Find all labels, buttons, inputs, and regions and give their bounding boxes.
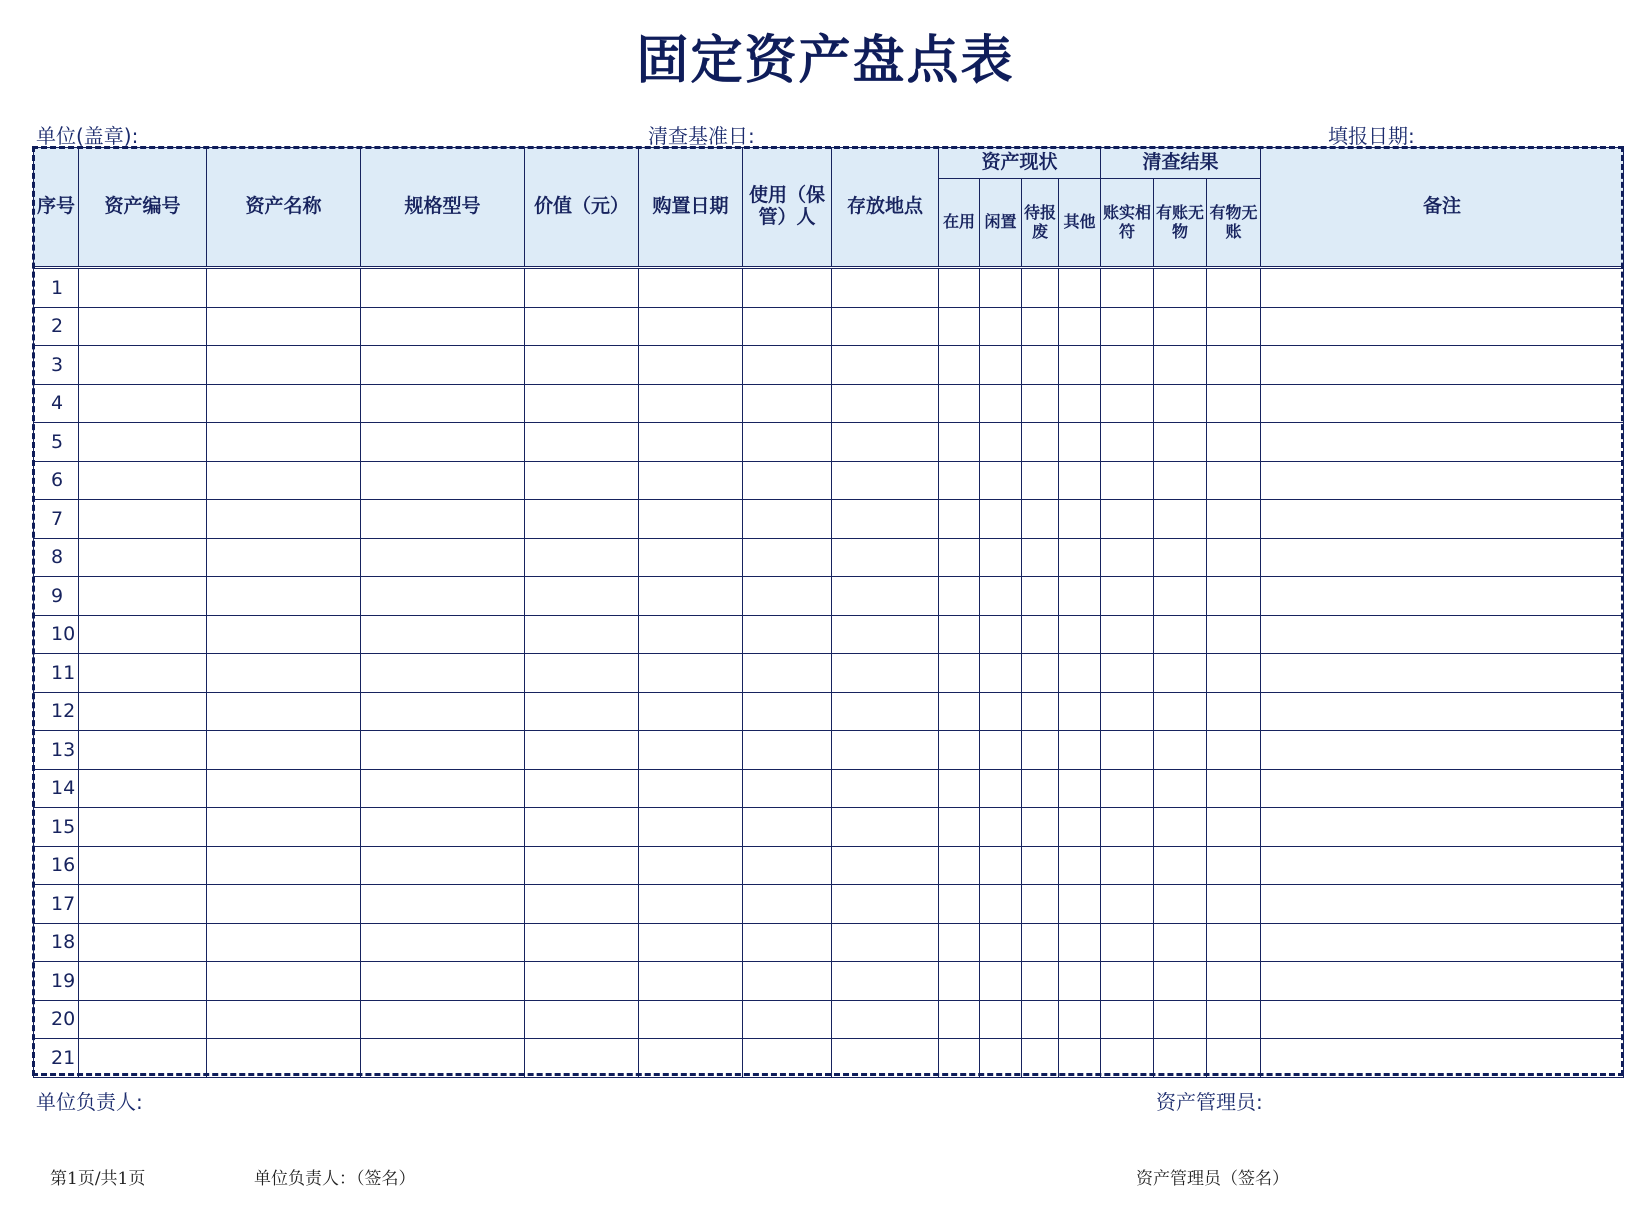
- unit-seal-label: 单位(盖章):: [36, 124, 139, 148]
- header-seq: 序号: [34, 148, 79, 268]
- header-location: 存放地点: [832, 148, 939, 268]
- row-seq-number: 21: [34, 1039, 79, 1078]
- row-seq-number: 6: [34, 461, 79, 500]
- row-seq-number: 8: [34, 538, 79, 577]
- unit-head-signature: 单位负责人：（签名）: [254, 1169, 416, 1189]
- row-seq-number: 18: [34, 923, 79, 962]
- table-dashed-frame: [32, 146, 1624, 1076]
- header-spec: 规格型号: [361, 148, 525, 268]
- header-result-match: 账实相符: [1101, 179, 1154, 268]
- header-remarks: 备注: [1261, 148, 1624, 268]
- header-result-item-only: 有物无账: [1207, 179, 1261, 268]
- row-seq-number: 15: [34, 808, 79, 847]
- header-status-idle: 闲置: [980, 179, 1022, 268]
- asset-admin-signature: 资产管理员（签名）: [1136, 1169, 1289, 1189]
- row-seq-number: 17: [34, 885, 79, 924]
- header-value: 价值（元）: [525, 148, 639, 268]
- header-asset-no: 资产编号: [79, 148, 207, 268]
- row-seq-number: 9: [34, 577, 79, 616]
- header-status-other: 其他: [1059, 179, 1101, 268]
- header-status-group: 资产现状: [939, 148, 1101, 179]
- row-seq-number: 12: [34, 692, 79, 731]
- row-seq-number: 5: [34, 423, 79, 462]
- header-purchase-date: 购置日期: [639, 148, 743, 268]
- page-info: 第1页/共1页: [50, 1169, 146, 1189]
- row-seq-number: 19: [34, 962, 79, 1001]
- header-result-group: 清查结果: [1101, 148, 1261, 179]
- header-result-book-only: 有账无物: [1154, 179, 1207, 268]
- row-seq-number: 14: [34, 769, 79, 808]
- row-seq-number: 2: [34, 307, 79, 346]
- fill-date-label: 填报日期:: [1328, 124, 1415, 148]
- asset-admin-label: 资产管理员:: [1156, 1090, 1263, 1114]
- header-status-pending-scrap: 待报废: [1022, 179, 1059, 268]
- row-seq-number: 10: [34, 615, 79, 654]
- page-title: 固定资产盘点表: [636, 31, 1015, 91]
- unit-head-label: 单位负责人:: [36, 1090, 143, 1114]
- base-date-label: 清查基准日:: [648, 124, 755, 148]
- row-seq-number: 1: [34, 268, 79, 308]
- row-seq-number: 20: [34, 1000, 79, 1039]
- row-seq-number: 13: [34, 731, 79, 770]
- row-seq-number: 11: [34, 654, 79, 693]
- row-seq-number: 4: [34, 384, 79, 423]
- header-asset-name: 资产名称: [207, 148, 361, 268]
- row-seq-number: 7: [34, 500, 79, 539]
- row-seq-number: 3: [34, 346, 79, 385]
- header-status-in-use: 在用: [939, 179, 980, 268]
- header-user: 使用（保管）人: [743, 148, 832, 268]
- row-seq-number: 16: [34, 846, 79, 885]
